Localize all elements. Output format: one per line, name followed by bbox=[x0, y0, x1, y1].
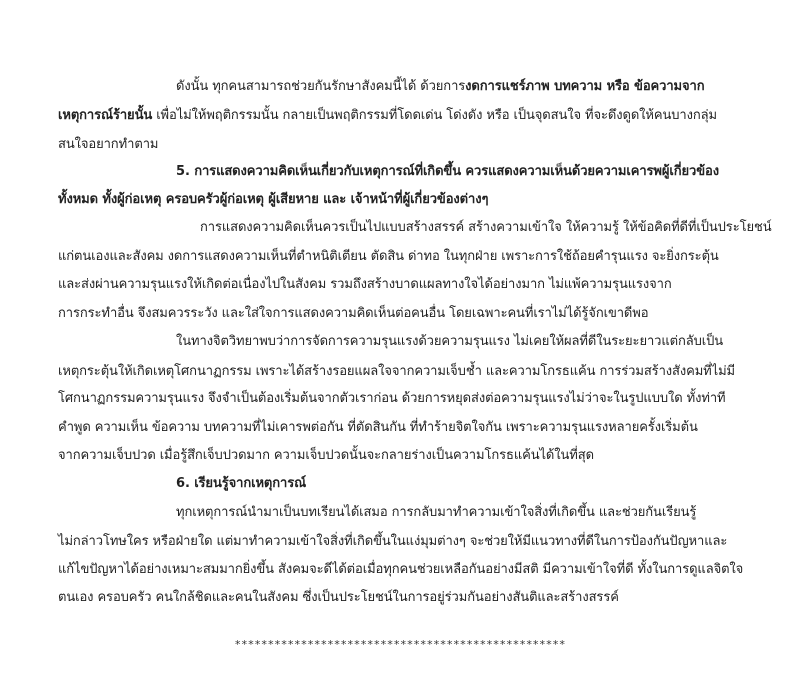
paragraph-2-line-3: และส่งผ่านความรุนแรงให้เกิดต่อเนื่องไปในสังคม รวมถึงสร้างบาดแผลทางใจได้อย่างมาก ไม่แพ้ความรุนแรงจาก bbox=[58, 277, 672, 292]
paragraph-3-line-2: เหตุกระตุ้นให้เกิดเหตุโศกนาฏกรรม เพราะได้สร้างรอยแผลใจจากความเจ็บช้ำ และความโกรธแค้น การร่วมสร้างสังคมที่ไม่มี bbox=[58, 364, 736, 379]
paragraph-2-line-1: การแสดงความคิดเห็นควรเป็นไปแบบสร้างสรรค์ สร้างความเข้าใจ ให้ความรู้ ให้ข้อคิดที่ดีที่เป็นประโยชน์ bbox=[200, 220, 772, 235]
section-divider: ************************************************** bbox=[234, 638, 566, 651]
paragraph-1-line-1 bbox=[176, 77, 705, 97]
paragraph-4-line-2: ไม่กล่าวโทษใคร หรือฝ่ายใด แต่มาทำความเข้าใจสิ่งที่เกิดขึ้นในแง่มุมต่างๆ จะช่วยให้มีแนวทางที่ดีในการป้องกันปัญหาและ bbox=[58, 534, 728, 549]
heading-5-line-1: 5. การแสดงความคิดเห็นเกี่ยวกับเหตุการณ์ที่เกิดขึ้น ควรแสดงความเห็นด้วยความเคารพผู้เกี่ยวข้อง bbox=[176, 164, 719, 179]
paragraph-3-line-5: จากความเจ็บปวด เมื่อรู้สึกเจ็บปวดมาก ความเจ็บปวดนั้นจะกลายร่างเป็นความโกรธแค้นได้ในที่สุด bbox=[58, 448, 594, 463]
paragraph-3-line-1: ในทางจิตวิทยาพบว่าการจัดการความรุนแรงด้วยความรุนแรง ไม่เคยให้ผลที่ดีในระยะยาวแต่กลับเป็น bbox=[176, 334, 724, 349]
heading-5-line-2: ทั้งหมด ทั้งผู้ก่อเหตุ ครอบครัวผู้ก่อเหตุ ผู้เสียหาย และ เจ้าหน้าที่ผู้เกี่ยวข้องต่างๆ bbox=[58, 192, 489, 207]
heading-6: 6. เรียนรู้จากเหตุการณ์ bbox=[176, 476, 307, 491]
paragraph-text: ดังนั้น ทุกคนสามารถช่วยกันรักษาสังคมนี้ได้ ด้วยการ bbox=[176, 79, 466, 94]
paragraph-3-line-4: คำพูด ความเห็น ข้อความ บทความที่ไม่เคารพต่อกัน ที่ตัดสินกัน ที่ทำร้ายจิตใจกัน เพราะความรุนแรงหลายครั้งเริ่มต้น bbox=[58, 420, 698, 435]
paragraph-text: สนใจอยากทำตาม bbox=[58, 137, 159, 152]
paragraph-4-line-3: แก้ไขปัญหาได้อย่างเหมาะสมมากยิ่งขึ้น สังคมจะดีได้ต่อเมื่อทุกคนช่วยเหลือกันอย่างมีสติ มีความเข้าใจที่ดี ทั้งในการดูแลจิตใจ bbox=[58, 562, 744, 577]
paragraph-3-line-3: โศกนาฏกรรมความรุนแรง จึงจำเป็นต้องเริ่มต้นจากตัวเราก่อน ด้วยการหยุดส่งต่อความรุนแรงไม่ว่าจะในรูปแบบใด ทั้งท่าที bbox=[58, 391, 726, 406]
paragraph-4-line-1: ทุกเหตุการณ์นำมาเป็นบทเรียนได้เสมอ การกลับมาทำความเข้าใจสิ่งที่เกิดขึ้น และช่วยกันเรียนรู้ bbox=[176, 505, 697, 520]
paragraph-text: เพื่อไม่ให้พฤติกรรมนั้น กลายเป็นพฤติกรรมที่โดดเด่น โด่งดัง หรือ เป็นจุดสนใจ ที่จะดึงดูดให้คนบางกลุ่ม bbox=[152, 108, 717, 123]
paragraph-emphasis: งดการแชร์ภาพ บทความ หรือ ข้อความจาก bbox=[465, 79, 705, 94]
paragraph-2-line-4: การกระทำอื่น จึงสมควรระวัง และใส่ใจการแสดงความคิดเห็นต่อคนอื่น โดยเฉพาะคนที่เราไม่ได้รู้จักเขาดีพอ bbox=[58, 306, 649, 321]
paragraph-1-line-2 bbox=[58, 106, 717, 126]
paragraph-4-line-4: ตนเอง ครอบครัว คนใกล้ชิดและคนในสังคม ซึ่งเป็นประโยชน์ในการอยู่ร่วมกันอย่างสันติและสร้างสรรค์ bbox=[58, 590, 619, 605]
paragraph-2-line-2: แก่ตนเองและสังคม งดการแสดงความเห็นที่ตำหนิติเตียน ตัดสิน ด่าทอ ในทุกฝ่าย เพราะการใช้ถ้อยคำรุนแรง จะยิ่งกระตุ้น bbox=[58, 249, 719, 264]
paragraph-1-line-3 bbox=[58, 135, 158, 155]
paragraph-emphasis: เหตุการณ์ร้ายนั้น bbox=[58, 108, 153, 123]
